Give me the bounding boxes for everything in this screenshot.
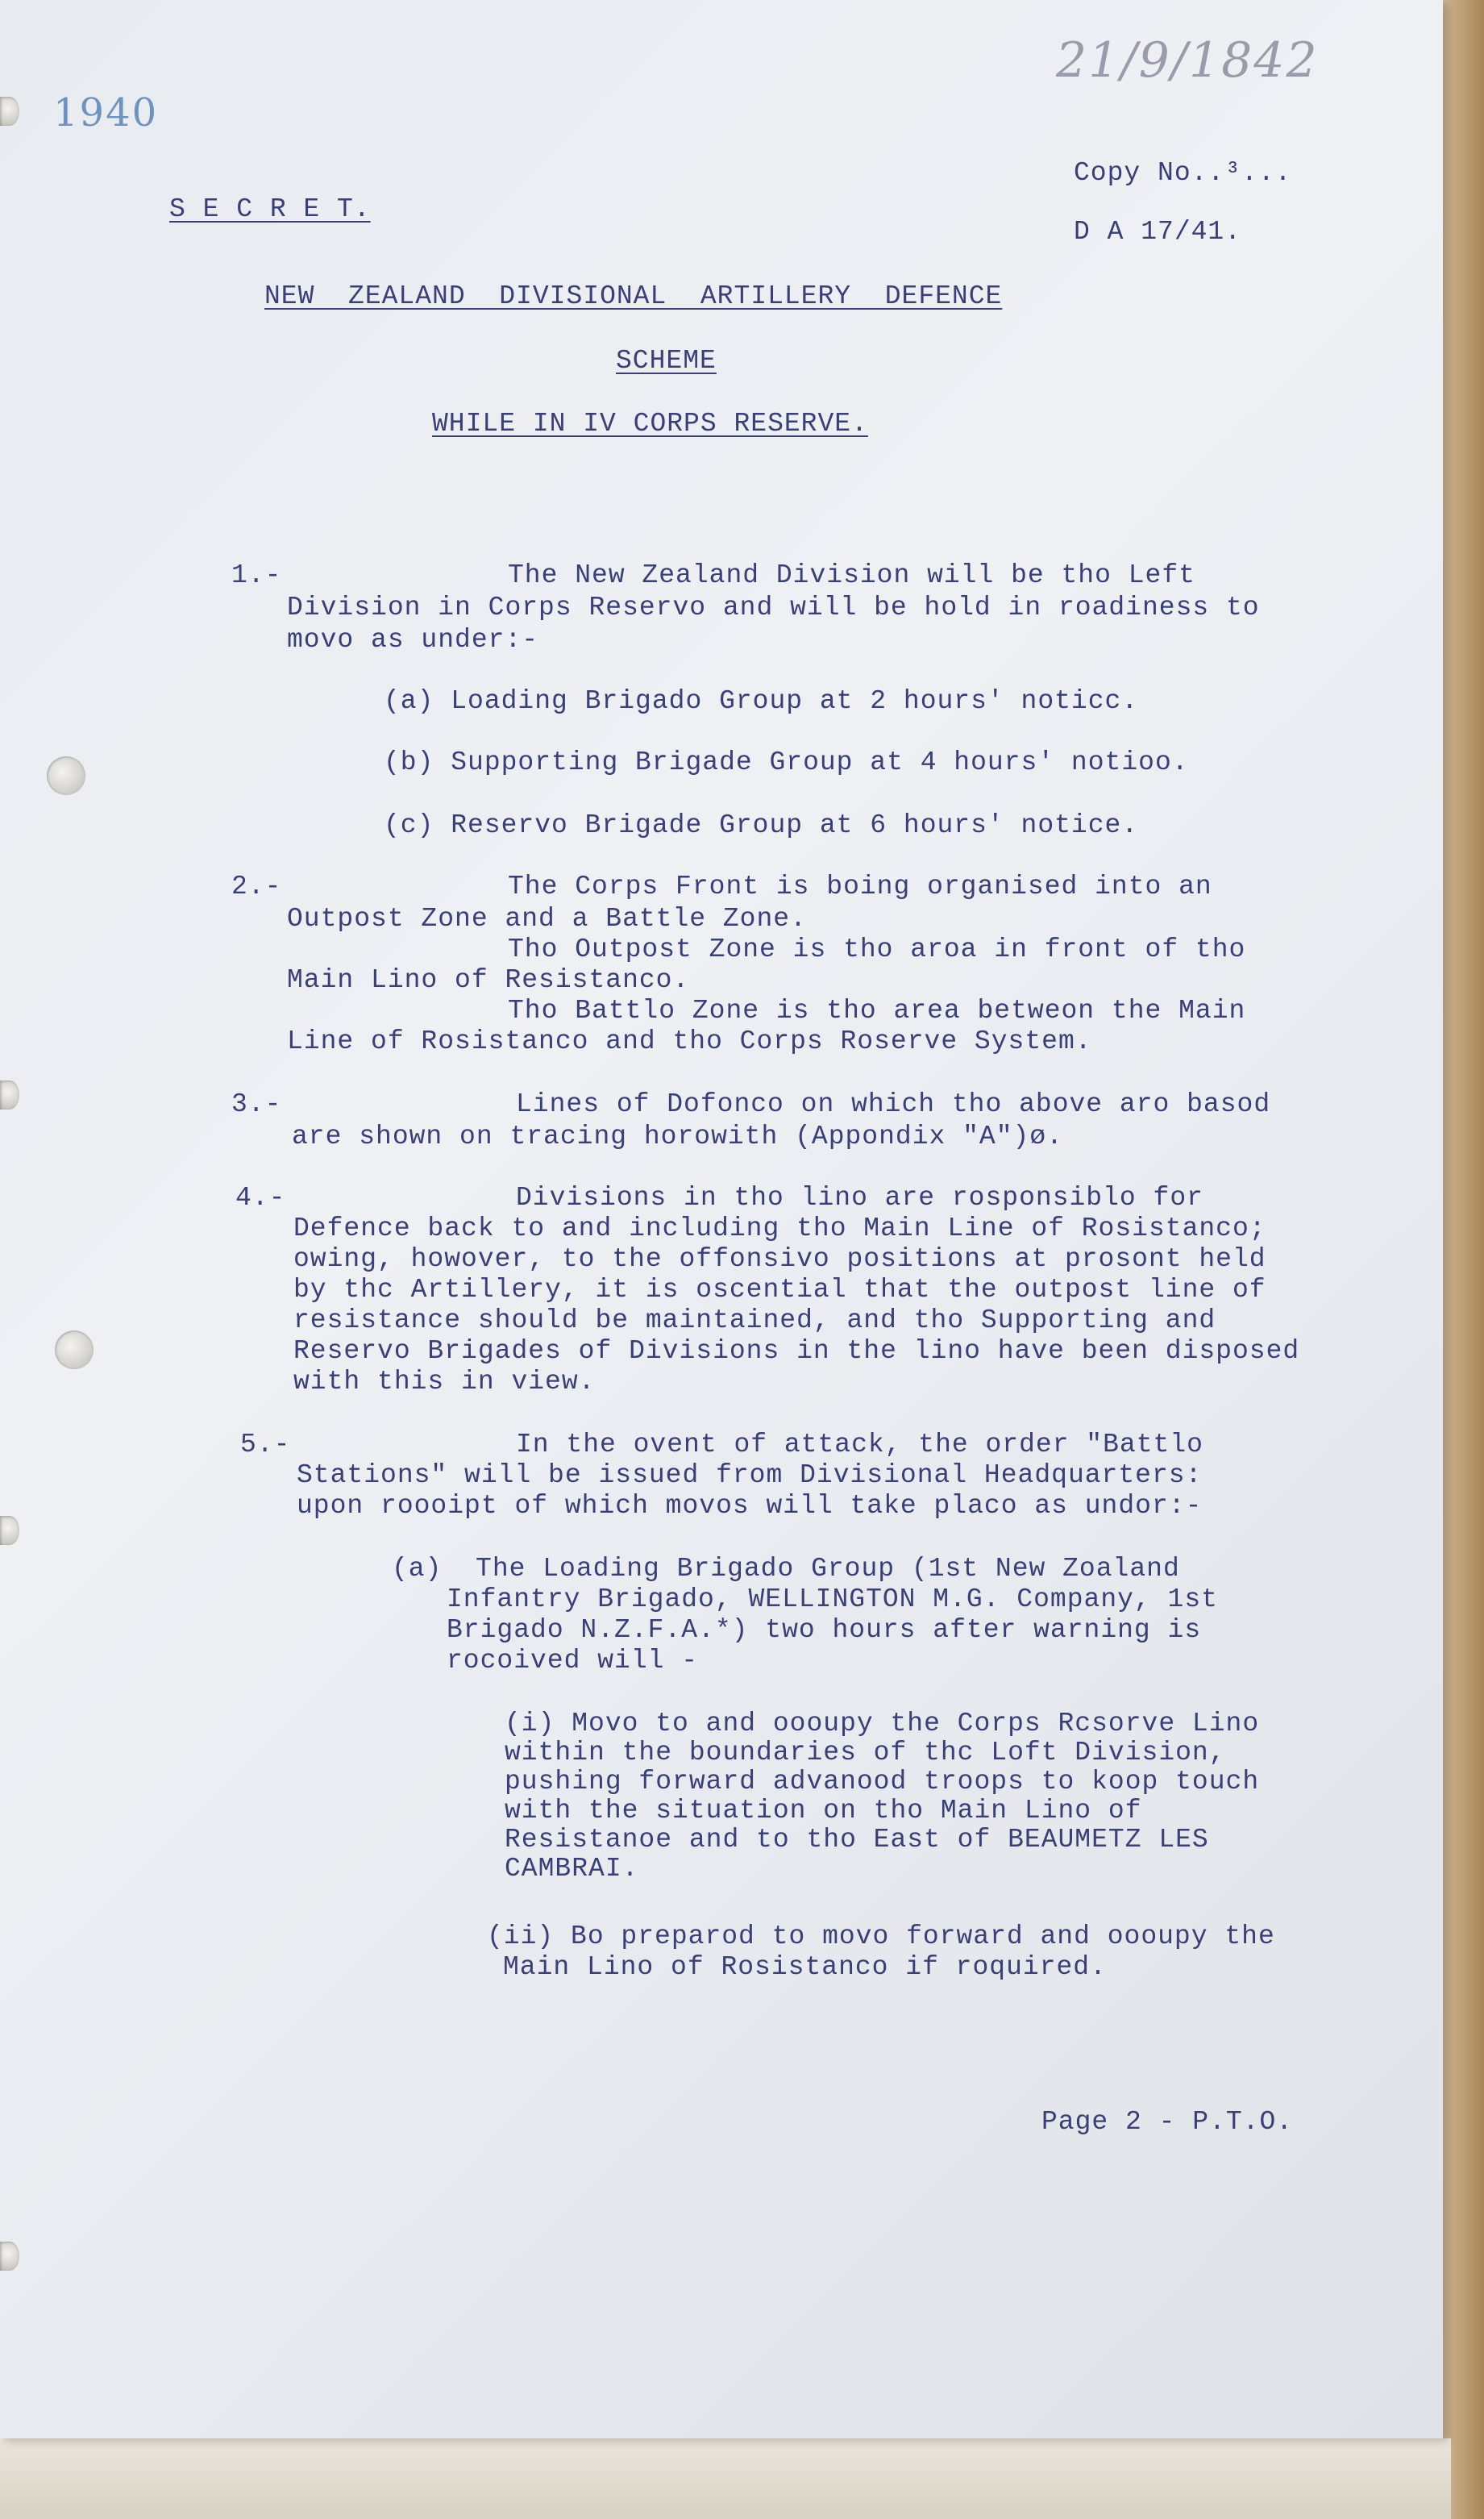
paragraph-line: are shown on tracing horowith (Appondix "A")ø.	[292, 1122, 1063, 1151]
archive-stamp-number: 1940	[53, 90, 159, 135]
paragraph-number: 5.-	[240, 1430, 291, 1459]
paragraph-line: The Corps Front is boing organised into an	[508, 872, 1212, 901]
sub-item-line: Resistanoe and to tho East of BEAUMETZ LES	[505, 1825, 1209, 1855]
sub-paragraph-line: (a) The Loading Brigado Group (1st New Zoaland	[392, 1554, 1180, 1584]
paragraph-line: Reservo Brigades of Divisions in the lino have been disposed	[293, 1336, 1300, 1366]
paragraph-line: Division in Corps Reservo and will be hold in roadiness to	[287, 593, 1260, 622]
classification: S E C R E T.	[169, 194, 371, 224]
paragraph-line: resistance should be maintained, and tho Supporting and	[293, 1305, 1216, 1335]
paragraph-line: movo as under:-	[287, 625, 539, 655]
paragraph-number: 1.-	[231, 560, 282, 590]
sub-paragraph-line: rocoived will -	[447, 1646, 699, 1676]
title-line-1: NEW ZEALAND DIVISIONAL ARTILLERY DEFENCE	[264, 281, 1003, 311]
paragraph-line: by thc Artillery, it is oscential that the outpost line of	[293, 1275, 1266, 1305]
punch-hole	[47, 756, 85, 795]
paragraph-line: In the ovent of attack, the order "Battlo	[516, 1430, 1203, 1459]
paragraph-line: Lines of Dofonco on which tho above aro basod	[516, 1089, 1271, 1119]
paragraph-line: Main Lino of Resistanco.	[287, 965, 690, 995]
copy-number: Copy No..³...	[1074, 158, 1292, 188]
paragraph-line: Line of Rosistanco and tho Corps Roserve System.	[287, 1026, 1092, 1056]
sub-item-line: with the situation on tho Main Lino of	[505, 1796, 1142, 1826]
sub-paragraph-line: Infantry Brigado, WELLINGTON M.G. Company, 1st	[447, 1584, 1218, 1614]
list-item: (a) Loading Brigado Group at 2 hours' noticc.	[384, 686, 1139, 716]
paragraph-number: 2.-	[231, 872, 282, 901]
paragraph-line: Tho Outpost Zone is tho aroa in front of tho	[508, 935, 1246, 964]
punch-hole	[0, 1516, 19, 1545]
sub-item-line: Main Lino of Rosistanco if roquired.	[503, 1952, 1107, 1982]
underlying-sheet	[0, 2438, 1451, 2519]
sub-item-line: (i) Movo to and oooupy the Corps Rcsorve Lino	[505, 1709, 1260, 1738]
reference-number: D A 17/41.	[1074, 217, 1242, 247]
list-item: (b) Supporting Brigade Group at 4 hours' notioo.	[384, 747, 1189, 777]
handwritten-note: 21/9/1842	[1056, 32, 1319, 89]
paragraph-line: upon roooipt of which movos will take placo as undor:-	[297, 1491, 1203, 1521]
paragraph-line: Divisions in tho lino are rosponsiblo for	[516, 1183, 1203, 1213]
paper-edge	[1443, 0, 1484, 2519]
page-footer: Page 2 - P.T.O.	[1041, 2107, 1294, 2137]
paragraph-line: Tho Battlo Zone is tho area betweon the Main	[508, 996, 1246, 1026]
paragraph-line: The New Zealand Division will be tho Left	[508, 560, 1195, 590]
title-line-2: SCHEME	[616, 346, 717, 376]
paragraph-line: Defence back to and including tho Main Line of Rosistanco;	[293, 1214, 1266, 1243]
title-line-3: WHILE IN IV CORPS RESERVE.	[432, 409, 868, 439]
sub-item-line: pushing forward advanood troops to koop touch	[505, 1767, 1260, 1797]
sub-paragraph-line: Brigado N.Z.F.A.*) two hours after warning is	[447, 1615, 1202, 1645]
punch-hole	[0, 97, 19, 126]
punch-hole	[0, 1080, 19, 1110]
sub-item-line: CAMBRAI.	[505, 1854, 639, 1884]
sub-item-line: within the boundaries of thc Loft Division,	[505, 1738, 1226, 1767]
paragraph-line: Outpost Zone and a Battle Zone.	[287, 904, 807, 934]
paragraph-line: with this in view.	[293, 1367, 596, 1397]
paragraph-number: 4.-	[235, 1183, 286, 1213]
paragraph-number: 3.-	[231, 1089, 282, 1119]
punch-hole	[0, 2242, 19, 2271]
punch-hole	[55, 1330, 94, 1369]
paragraph-line: owing, howover, to the offonsivo positions at prosont held	[293, 1244, 1266, 1274]
paragraph-line: Stations" will be issued from Divisional Headquarters:	[297, 1460, 1203, 1490]
sub-item-line: (ii) Bo preparod to movo forward and oooupy the	[487, 1922, 1275, 1951]
list-item: (c) Reservo Brigade Group at 6 hours' notice.	[384, 810, 1139, 840]
